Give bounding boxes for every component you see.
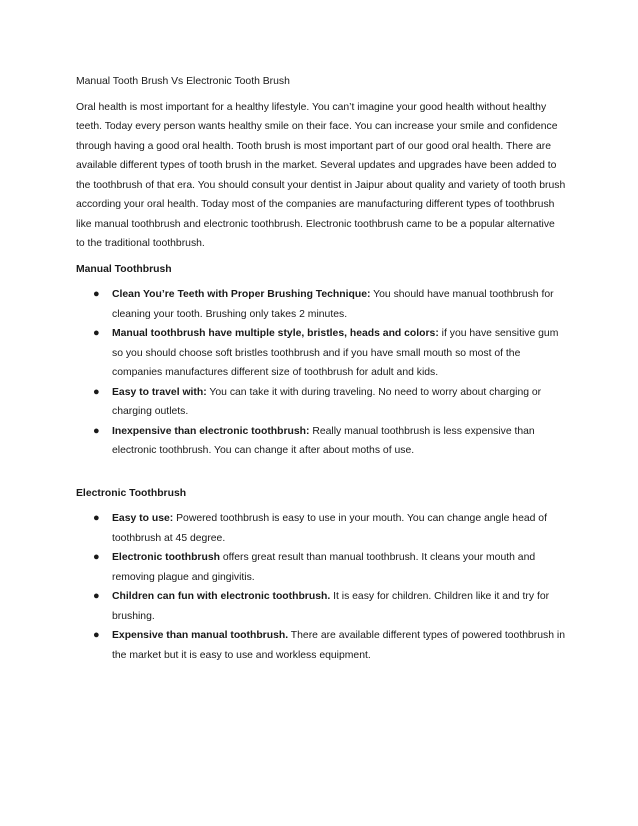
bullet-icon: ● <box>93 288 100 300</box>
intro-paragraph: Oral health is most important for a healthy lifestyle. You can’t imagine your good health without healthy teeth. Today every person wants healthy smile on their face. You can increase your smile and confidence through having a good oral health. Tooth brush is most important part of our good oral health. There are available different types of tooth brush in the market. Several updates and upgrades have been added to the toothbrush of that era. You should consult your dentist in Jaipur about quality and variety of tooth brush according your oral health. Today most of the companies are manufacturing different types of toothbrush like manual toothbrush and electronic toothbrush. Electronic toothbrush came to be a popular alternative to the traditional toothbrush. <box>76 101 566 249</box>
bullet-icon: ● <box>93 629 100 641</box>
bullet-icon: ● <box>93 590 100 602</box>
list-item <box>93 509 566 548</box>
list-item-text: if you have sensitive gum so you should choose soft bristles toothbrush and if you have small mouth so most of the companies manufactures different size of toothbrush for adult and kids. <box>112 328 559 378</box>
section-heading-manual: Manual Toothbrush <box>76 263 172 275</box>
bullet-icon: ● <box>93 424 100 437</box>
bullet-icon: ● <box>93 551 100 563</box>
list-item <box>93 422 566 461</box>
list-item-lead: Easy to travel with: <box>112 386 207 398</box>
list-item <box>93 383 566 422</box>
list-item-text: You can take it with during traveling. No need to worry about charging or charging outlets. <box>112 386 542 417</box>
list-item <box>93 626 566 665</box>
list-item <box>93 324 566 383</box>
bullet-icon: ● <box>93 512 100 524</box>
list-item-text: You should have manual toothbrush for cleaning your tooth. Brushing only takes 2 minutes. <box>112 289 554 320</box>
list-item-lead: Expensive than manual toothbrush. <box>112 630 289 641</box>
list-item <box>93 548 566 587</box>
list-item-text: Powered toothbrush is easy to use in your mouth. You can change angle head of toothbrush at 45 degree. <box>112 513 547 544</box>
list-item-text: There are available different types of powered toothbrush in the market but it is easy to use and workless equipment. <box>112 630 565 661</box>
list-item-lead: Electronic toothbrush <box>112 552 220 563</box>
list-item-lead: Clean You’re Teeth with Proper Brushing Technique: <box>112 289 371 300</box>
section-spacer <box>76 461 566 484</box>
bullet-icon: ● <box>93 327 100 339</box>
electronic-bullet-list <box>76 509 566 665</box>
manual-bullet-list <box>76 285 566 461</box>
document-title: Manual Tooth Brush Vs Electronic Tooth Brush <box>76 76 290 87</box>
bullet-icon: ● <box>93 385 100 398</box>
list-item <box>93 285 566 324</box>
list-item-lead: Easy to use: <box>112 513 174 524</box>
list-item-text: It is easy for children. Children like it and try for brushing. <box>112 591 550 622</box>
list-item <box>93 587 566 626</box>
list-item-text: offers great result than manual toothbrush. It cleans your mouth and removing plague and gingivitis. <box>112 552 536 583</box>
section-heading-electronic: Electronic Toothbrush <box>76 487 187 499</box>
list-item-lead: Inexpensive than electronic toothbrush: <box>112 425 310 437</box>
document-page <box>76 72 566 665</box>
list-item-lead: Children can fun with electronic toothbrush. <box>112 591 331 602</box>
list-item-lead: Manual toothbrush have multiple style, bristles, heads and colors: <box>112 328 439 339</box>
list-item-text: Really manual toothbrush is less expensive than electronic toothbrush. You can change it after about moths of use. <box>112 425 535 456</box>
